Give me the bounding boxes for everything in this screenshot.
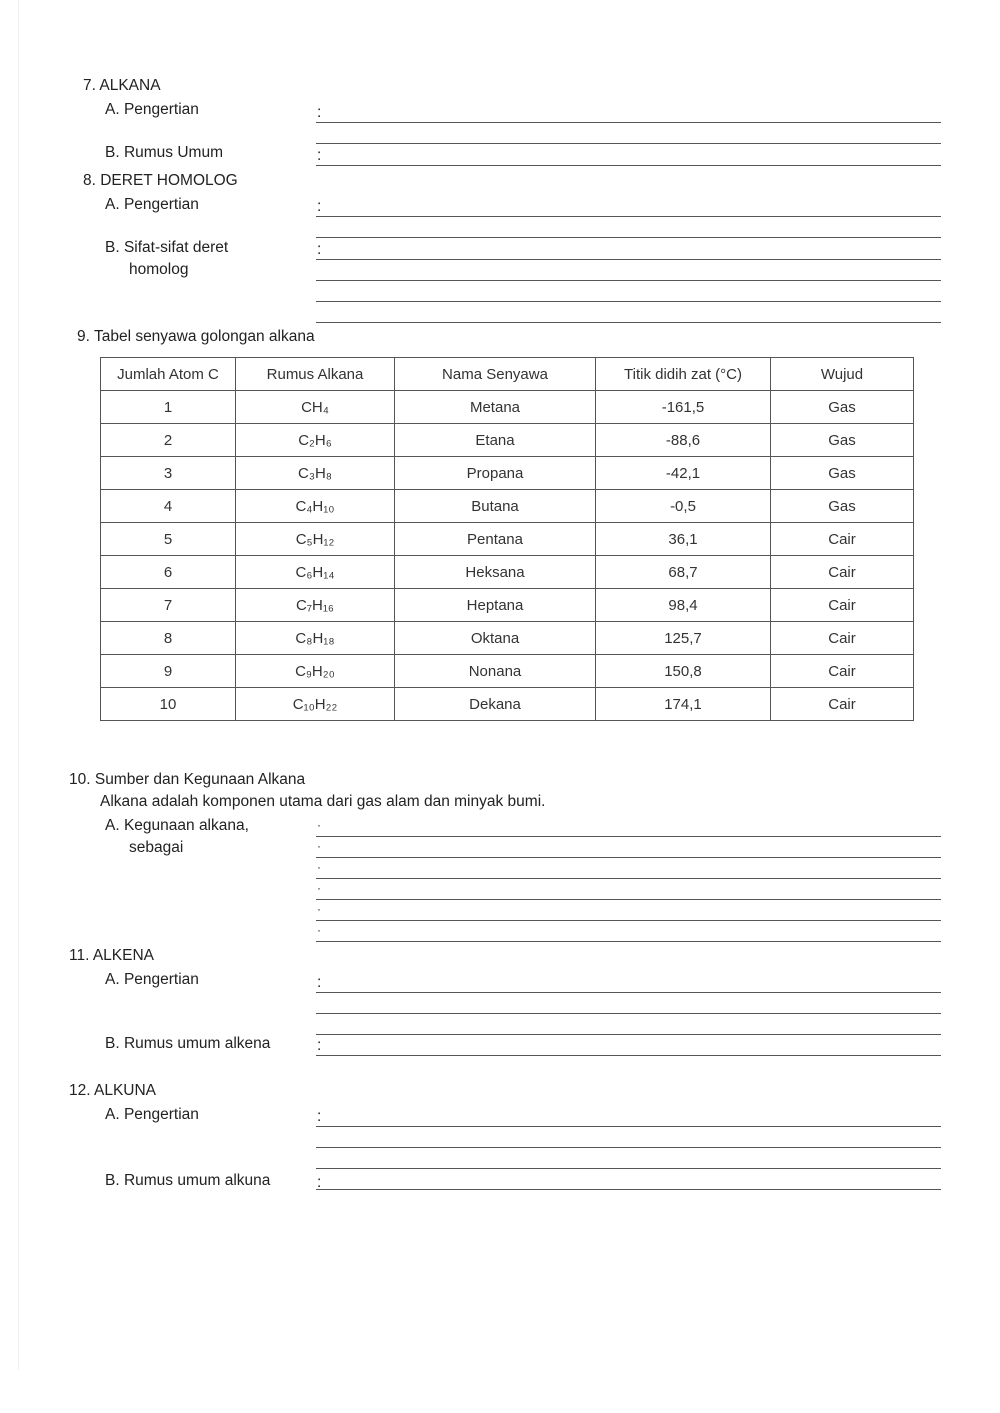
answer-line[interactable] bbox=[316, 216, 941, 217]
header-cell: Jumlah Atom C bbox=[101, 358, 236, 391]
table-cell: Gas bbox=[771, 391, 914, 424]
table-cell: C₇H₁₆ bbox=[236, 589, 395, 622]
table-cell: Oktana bbox=[395, 622, 596, 655]
table-row bbox=[101, 523, 914, 556]
table-cell: Heptana bbox=[395, 589, 596, 622]
bullet-dot: · bbox=[317, 818, 321, 832]
table-cell: C₃H₈ bbox=[236, 457, 395, 490]
table-cell: 6 bbox=[101, 556, 236, 589]
section-9-title: 9. Tabel senyawa golongan alkana bbox=[77, 328, 315, 345]
table-cell: C₉H₂₀ bbox=[236, 655, 395, 688]
table-cell: -0,5 bbox=[596, 490, 771, 523]
colon: : bbox=[317, 1174, 322, 1191]
answer-line[interactable] bbox=[316, 301, 941, 302]
table-row bbox=[101, 391, 914, 424]
section-8-b-label-cont: homolog bbox=[129, 261, 189, 278]
answer-line[interactable] bbox=[316, 259, 941, 260]
answer-line[interactable] bbox=[316, 836, 941, 837]
colon: : bbox=[317, 1037, 322, 1054]
table-header-row bbox=[101, 358, 914, 391]
section-8-a-label: A. Pengertian bbox=[105, 196, 199, 213]
table-cell: C₅H₁₂ bbox=[236, 523, 395, 556]
table-row bbox=[101, 424, 914, 457]
table-cell: 1 bbox=[101, 391, 236, 424]
table-cell: Pentana bbox=[395, 523, 596, 556]
table-cell: C₄H₁₀ bbox=[236, 490, 395, 523]
bullet-dot: · bbox=[317, 881, 321, 895]
section-7-title: 7. ALKANA bbox=[83, 77, 161, 94]
answer-line[interactable] bbox=[316, 1147, 941, 1148]
answer-line[interactable] bbox=[316, 1126, 941, 1127]
table-cell: C₆H₁₄ bbox=[236, 556, 395, 589]
table-cell: 7 bbox=[101, 589, 236, 622]
colon: : bbox=[317, 974, 322, 991]
answer-line[interactable] bbox=[316, 1055, 941, 1056]
table-row bbox=[101, 688, 914, 721]
table-cell: 68,7 bbox=[596, 556, 771, 589]
table-cell: Butana bbox=[395, 490, 596, 523]
table-cell: 98,4 bbox=[596, 589, 771, 622]
table-cell: Cair bbox=[771, 556, 914, 589]
table-cell: C₁₀H₂₂ bbox=[236, 688, 395, 721]
section-11-title: 11. ALKENA bbox=[69, 947, 155, 964]
table-cell: Dekana bbox=[395, 688, 596, 721]
table-cell: Cair bbox=[771, 523, 914, 556]
table-cell: 4 bbox=[101, 490, 236, 523]
section-12-b-label: B. Rumus umum alkuna bbox=[105, 1172, 271, 1189]
section-10-desc: Alkana adalah komponen utama dari gas alam dan minyak bumi. bbox=[100, 793, 546, 810]
answer-line[interactable] bbox=[316, 1013, 941, 1014]
section-7-b-label: B. Rumus Umum bbox=[105, 144, 223, 161]
answer-line[interactable] bbox=[316, 857, 941, 858]
colon: : bbox=[317, 104, 322, 121]
section-11-b-label: B. Rumus umum alkena bbox=[105, 1035, 271, 1052]
section-12-title: 12. ALKUNA bbox=[69, 1082, 157, 1099]
answer-line[interactable] bbox=[316, 941, 941, 942]
section-12-a-label: A. Pengertian bbox=[105, 1106, 199, 1123]
answer-line[interactable] bbox=[316, 878, 941, 879]
colon: : bbox=[317, 241, 322, 258]
answer-line[interactable] bbox=[316, 143, 941, 144]
table-cell: Metana bbox=[395, 391, 596, 424]
section-11-a-label: A. Pengertian bbox=[105, 971, 199, 988]
header-cell: Nama Senyawa bbox=[395, 358, 596, 391]
answer-line[interactable] bbox=[316, 899, 941, 900]
bullet-dot: · bbox=[317, 902, 321, 916]
bullet-dot: · bbox=[317, 839, 321, 853]
answer-line[interactable] bbox=[316, 165, 941, 166]
table-cell: CH₄ bbox=[236, 391, 395, 424]
table-cell: 36,1 bbox=[596, 523, 771, 556]
table-cell: Gas bbox=[771, 457, 914, 490]
table-cell: 9 bbox=[101, 655, 236, 688]
table-cell: Propana bbox=[395, 457, 596, 490]
table-cell: 3 bbox=[101, 457, 236, 490]
table-cell: C₈H₁₈ bbox=[236, 622, 395, 655]
table-row bbox=[101, 589, 914, 622]
table-row bbox=[101, 622, 914, 655]
table-cell: 8 bbox=[101, 622, 236, 655]
table-row bbox=[101, 556, 914, 589]
table-cell: 150,8 bbox=[596, 655, 771, 688]
answer-line[interactable] bbox=[316, 237, 941, 238]
table-cell: 125,7 bbox=[596, 622, 771, 655]
section-10-a-label: A. Kegunaan alkana, bbox=[105, 817, 249, 834]
header-cell: Rumus Alkana bbox=[236, 358, 395, 391]
answer-line[interactable] bbox=[316, 1168, 941, 1169]
header-cell: Wujud bbox=[771, 358, 914, 391]
table-cell: Gas bbox=[771, 490, 914, 523]
bullet-dot: · bbox=[317, 860, 321, 874]
section-10-a-label-cont: sebagai bbox=[129, 839, 184, 856]
table-cell: 174,1 bbox=[596, 688, 771, 721]
table-row bbox=[101, 457, 914, 490]
table-cell: -161,5 bbox=[596, 391, 771, 424]
header-cell: Titik didih zat (°C) bbox=[596, 358, 771, 391]
colon: : bbox=[317, 198, 322, 215]
table-cell: Cair bbox=[771, 589, 914, 622]
table-cell: Etana bbox=[395, 424, 596, 457]
table-cell: 10 bbox=[101, 688, 236, 721]
answer-line[interactable] bbox=[316, 122, 941, 123]
colon: : bbox=[317, 147, 322, 164]
table-cell: Cair bbox=[771, 622, 914, 655]
bullet-dot: · bbox=[317, 923, 321, 937]
table-row bbox=[101, 490, 914, 523]
table-cell: -42,1 bbox=[596, 457, 771, 490]
answer-line[interactable] bbox=[316, 1034, 941, 1035]
table-cell: Heksana bbox=[395, 556, 596, 589]
answer-line[interactable] bbox=[316, 1189, 941, 1190]
answer-line[interactable] bbox=[316, 920, 941, 921]
table-cell: C₂H₆ bbox=[236, 424, 395, 457]
page-edge bbox=[18, 0, 19, 1370]
table-cell: -88,6 bbox=[596, 424, 771, 457]
table-cell: Cair bbox=[771, 688, 914, 721]
section-7-a-label: A. Pengertian bbox=[105, 101, 199, 118]
answer-line[interactable] bbox=[316, 280, 941, 281]
alkane-table bbox=[100, 357, 914, 721]
answer-line[interactable] bbox=[316, 992, 941, 993]
table-cell: 5 bbox=[101, 523, 236, 556]
table-cell: Cair bbox=[771, 655, 914, 688]
table-cell: Nonana bbox=[395, 655, 596, 688]
colon: : bbox=[317, 1108, 322, 1125]
table-row bbox=[101, 655, 914, 688]
table-cell: Gas bbox=[771, 424, 914, 457]
section-10-title: 10. Sumber dan Kegunaan Alkana bbox=[69, 771, 306, 788]
table-cell: 2 bbox=[101, 424, 236, 457]
answer-line[interactable] bbox=[316, 322, 941, 323]
section-8-title: 8. DERET HOMOLOG bbox=[83, 172, 238, 189]
section-8-b-label: B. Sifat-sifat deret bbox=[105, 239, 229, 256]
